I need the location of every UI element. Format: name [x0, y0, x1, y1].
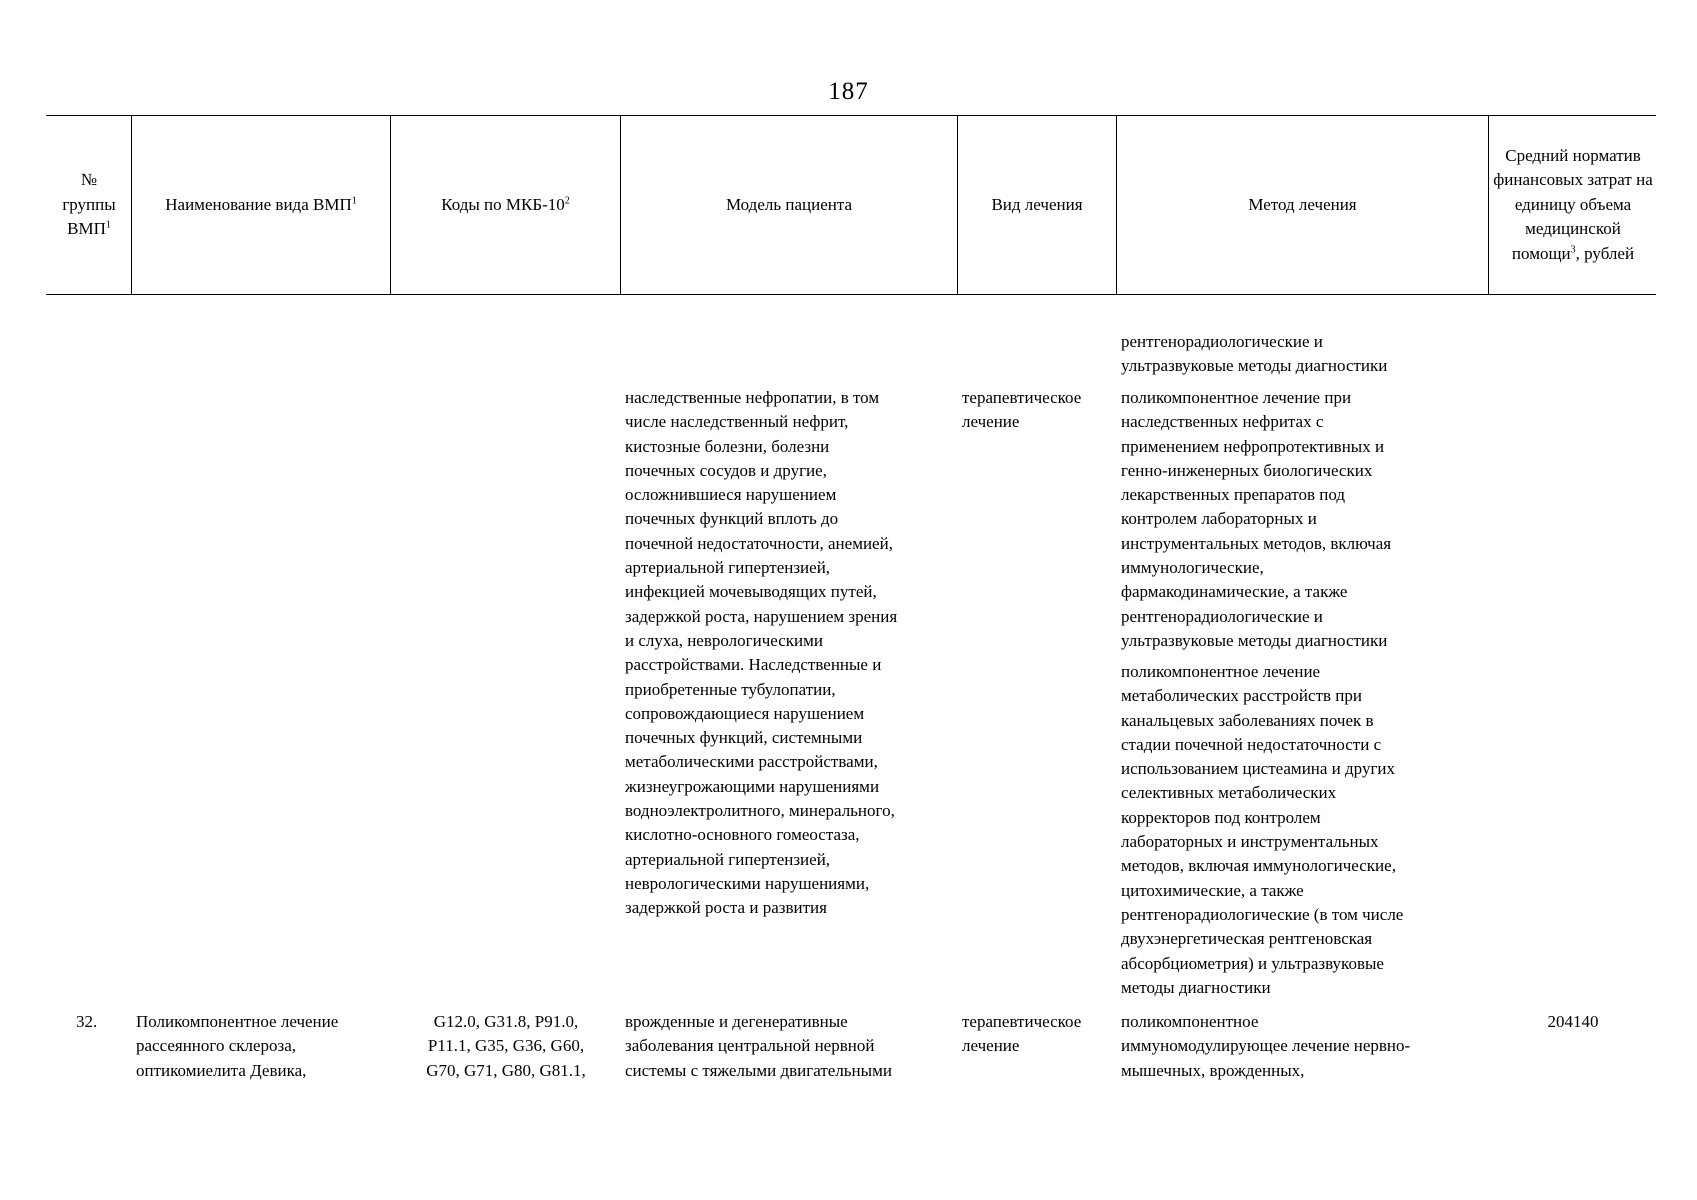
patient-model-cell: врожденные и дегенеративные заболевания центральной нервной системы с тяжелыми двигательными	[625, 1012, 892, 1080]
column-divider	[620, 115, 621, 294]
icd-codes-cell: G12.0, G31.8, P91.0, P11.1, G35, G36, G60, G70, G71, G80, G81.1,	[426, 1012, 586, 1080]
vmp-name-cell: Поликомпонентное лечение рассеянного склероза, оптикомиелита Девика,	[136, 1012, 339, 1080]
header-treatment-type: Вид лечения	[991, 194, 1083, 214]
method-cell: поликомпонентное лечение метаболических расстройств при канальцевых заболеваниях почек в стадии почечной недостаточности с использованием цистеамина и других селективных метаболических корректоров под контролем лабораторных и инструментальных методов, включая иммунологические, цитохимические, а также рентгенорадиологические (в том числе двухэнергетическая рентгеновская абсорбциометрия) и ультразвуковые методы диагностики	[1121, 662, 1404, 997]
header-bottom-rule	[46, 294, 1656, 295]
header-icd-codes: Коды по МКБ-$10^2$	[441, 194, 570, 214]
header-average-cost: Средний норматив финансовых затрат на единицу объема медицинской помощи$^3$, рублей	[1493, 145, 1653, 263]
patient-model-cell: наследственные нефропатии, в том числе наследственный нефрит, кистозные болезни, болезни почечных сосудов и другие, осложнившиеся нарушением почечных функций вплоть до почечной недостаточности, анемией, артериальной гипертензией, инфекцией мочевыводящих путей, задержкой роста, нарушением зрения и слуха, неврологическими расстройствами. Наследственные и приобретенные тубулопатии, сопровождающиеся нарушением почечных функций, системными метаболическими расстройствами, жизнеугрожающими нарушениями водноэлектролитного, минерального, кислотно-основного гомеостаза, артериальной гипертензией, неврологическими нарушениями, задержкой роста и развития	[625, 388, 898, 918]
header-vmp-name: Наименование вида ВМП$^1$	[165, 194, 357, 214]
treatment-type-cell: терапевтическое лечение	[962, 388, 1082, 432]
treatment-type-cell: терапевтическое лечение	[962, 1012, 1082, 1056]
column-divider	[1488, 115, 1489, 294]
column-divider	[957, 115, 958, 294]
column-divider	[1116, 115, 1117, 294]
column-divider	[390, 115, 391, 294]
average-cost-cell: 204140	[1547, 1012, 1599, 1031]
column-divider	[131, 115, 132, 294]
method-cell: поликомпонентное лечение при наследственных нефритах с применением нефропротективных и генно-инженерных биологических лекарственных препаратов под контролем лабораторных и инструментальных методов, включая иммунологические, фармакодинамические, а также рентгенорадиологические и ультразвуковые методы диагностики	[1121, 388, 1392, 650]
header-treatment-method: Метод лечения	[1248, 194, 1357, 214]
header-group-number: № группы ВМП$^1$	[62, 170, 116, 239]
method-cell: рентгенорадиологические и ультразвуковые методы диагностики	[1121, 332, 1388, 376]
method-cell: поликомпонентное иммуномодулирующее лечение нервно- мышечных, врожденных,	[1121, 1012, 1411, 1080]
header-patient-model: Модель пациента	[725, 194, 853, 214]
group-number-cell: 32.	[76, 1012, 98, 1031]
page-number: 187	[828, 78, 869, 105]
